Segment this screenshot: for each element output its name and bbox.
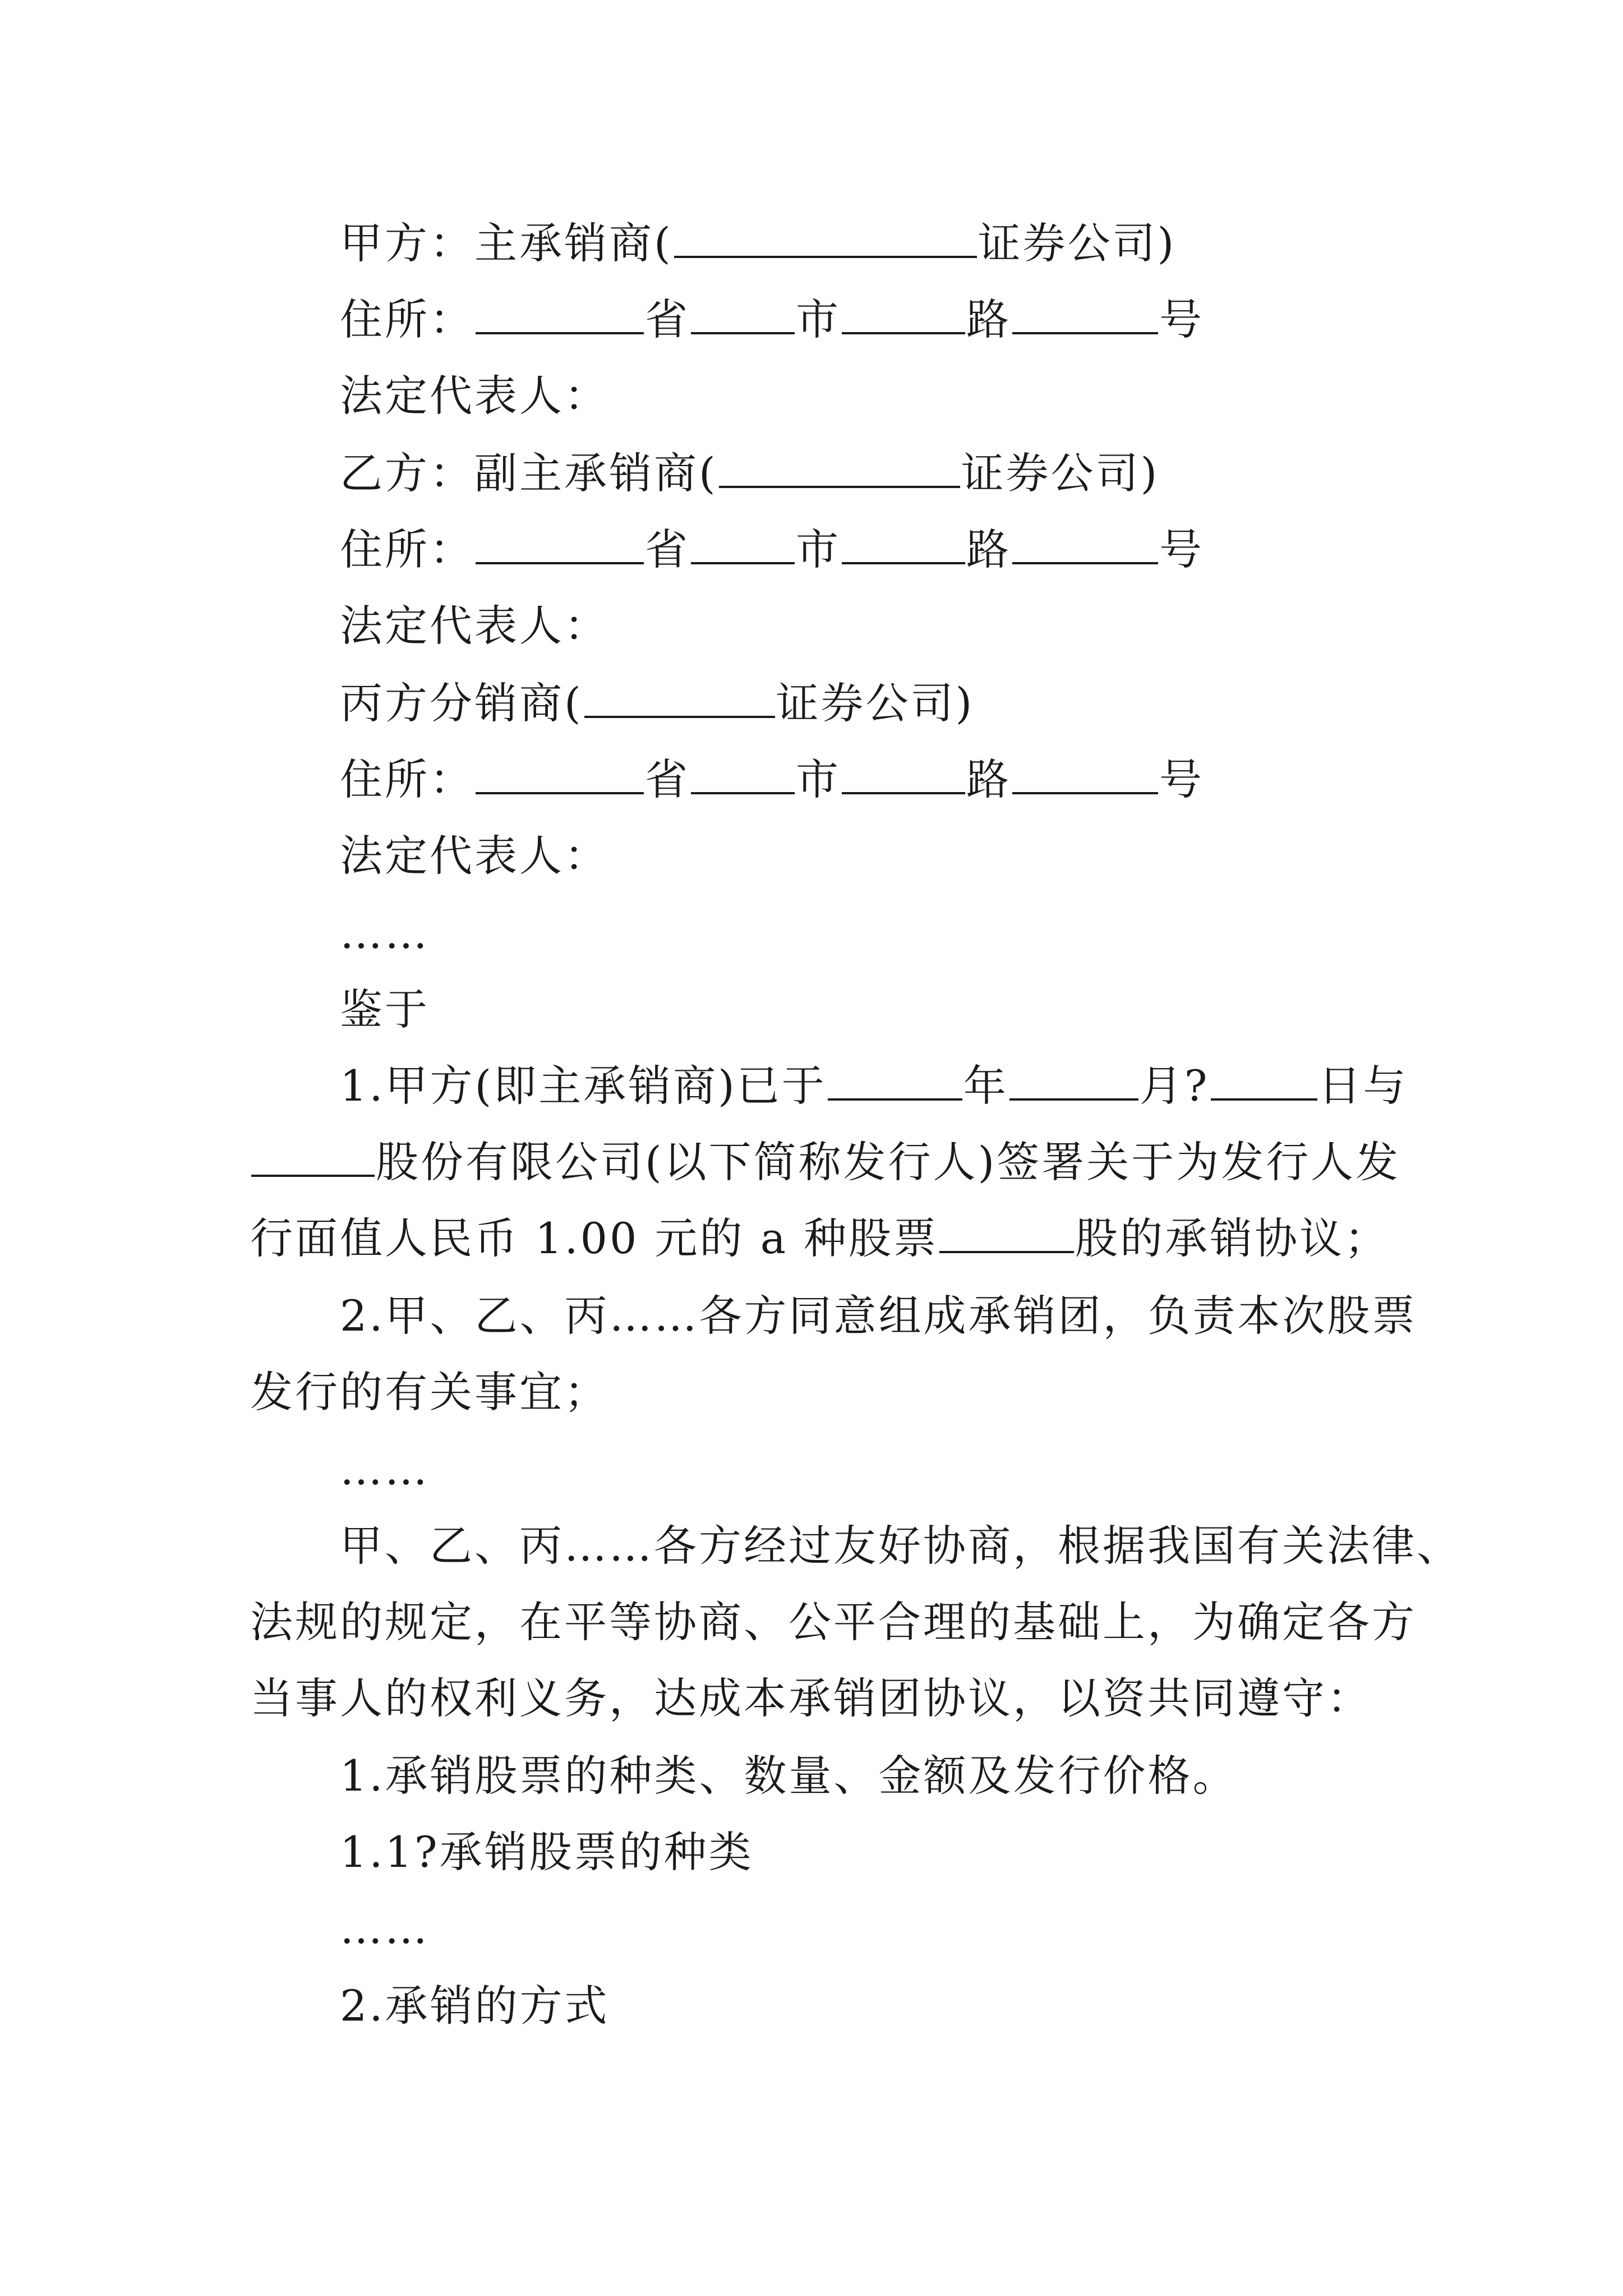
party-b-rep-line: [0, 598, 1623, 654]
address-label: 住所：: [340, 754, 474, 804]
province-label: 省: [645, 295, 690, 344]
recital-1-line-1: 1.甲方(即主承销商)已于 年 月? 日与: [340, 1061, 1408, 1111]
address-label: 住所：: [340, 524, 474, 574]
province-blank[interactable]: [476, 525, 644, 564]
company-blank[interactable]: [251, 1138, 375, 1177]
party-b-line: [0, 445, 1623, 501]
shares-blank[interactable]: [939, 1214, 1074, 1253]
road-label: 路: [966, 295, 1011, 344]
party-b-address-line: [0, 522, 1623, 578]
road-blank[interactable]: [842, 295, 965, 334]
number-label: 号: [1159, 295, 1204, 344]
party-b-label: 乙方：副主承销商(: [340, 448, 718, 498]
agreement-line-1: 甲、乙、丙……各方经过友好协商，根据我国有关法律、: [340, 1521, 1461, 1571]
whereas-heading: 鉴于: [340, 984, 430, 1034]
party-a-blank[interactable]: [674, 219, 977, 258]
clause-1: 1.承销股票的种类、数量、金额及发行价格。: [340, 1751, 1238, 1801]
city-label: 市: [796, 754, 841, 804]
recital-1-line-2: 股份有限公司(以下简称发行人)签署关于为发行人发: [0, 1134, 1623, 1190]
party-c-line: [0, 675, 1623, 731]
rep-label: 法定代表人：: [340, 831, 609, 881]
province-blank[interactable]: [476, 295, 644, 334]
city-blank[interactable]: [691, 295, 795, 334]
city-blank[interactable]: [691, 525, 795, 564]
party-c-suffix: 证券公司): [776, 678, 975, 728]
city-blank[interactable]: [691, 755, 795, 794]
year-blank[interactable]: [828, 1061, 962, 1101]
province-label: 省: [645, 524, 690, 574]
party-b-suffix: 证券公司): [961, 448, 1160, 498]
party-b-blank[interactable]: [719, 449, 960, 488]
party-c-address-line: [0, 752, 1623, 808]
party-a-suffix: 证券公司): [978, 218, 1177, 268]
number-label: 号: [1159, 524, 1204, 574]
address-label: 住所：: [340, 295, 474, 344]
number-blank[interactable]: [1012, 295, 1158, 334]
road-label: 路: [966, 754, 1011, 804]
city-label: 市: [796, 295, 841, 344]
recital-2-line-2: 发行的有关事宜；: [250, 1367, 609, 1417]
road-blank[interactable]: [842, 755, 965, 794]
party-a-line: [0, 215, 1623, 272]
clause-1-1: 1.1?承销股票的种类: [340, 1827, 754, 1877]
number-label: 号: [1159, 754, 1204, 804]
rep-label: 法定代表人：: [340, 601, 609, 651]
recital-2-line-1: 2.甲、乙、丙……各方同意组成承销团，负责本次股票: [340, 1291, 1417, 1341]
party-c-label: 丙方分销商(: [340, 678, 583, 728]
party-a-rep-line: [0, 368, 1623, 424]
day-blank[interactable]: [1211, 1061, 1317, 1101]
month-blank[interactable]: [1009, 1061, 1138, 1101]
recital-1-line-3: 行面值人民币 1.00 元的 a 种股票 股的承销协议；: [250, 1213, 1390, 1263]
province-label: 省: [645, 754, 690, 804]
ellipsis-1: ……: [340, 908, 430, 958]
clause-2: 2.承销的方式: [340, 1981, 610, 2031]
party-a-address-line: [0, 292, 1623, 348]
party-c-rep-line: [0, 828, 1623, 884]
number-blank[interactable]: [1012, 755, 1158, 794]
agreement-line-2: 法规的规定，在平等协商、公平合理的基础上，为确定各方: [250, 1597, 1417, 1647]
ellipsis-3: ……: [340, 1903, 430, 1953]
rep-label: 法定代表人：: [340, 371, 609, 421]
party-c-blank[interactable]: [584, 679, 775, 718]
city-label: 市: [796, 524, 841, 574]
road-blank[interactable]: [842, 525, 965, 564]
road-label: 路: [966, 524, 1011, 574]
ellipsis-2: ……: [340, 1444, 430, 1494]
province-blank[interactable]: [476, 755, 644, 794]
agreement-line-3: 当事人的权利义务，达成本承销团协议，以资共同遵守：: [250, 1673, 1372, 1723]
number-blank[interactable]: [1012, 525, 1158, 564]
party-a-label: 甲方：主承销商(: [340, 218, 673, 268]
